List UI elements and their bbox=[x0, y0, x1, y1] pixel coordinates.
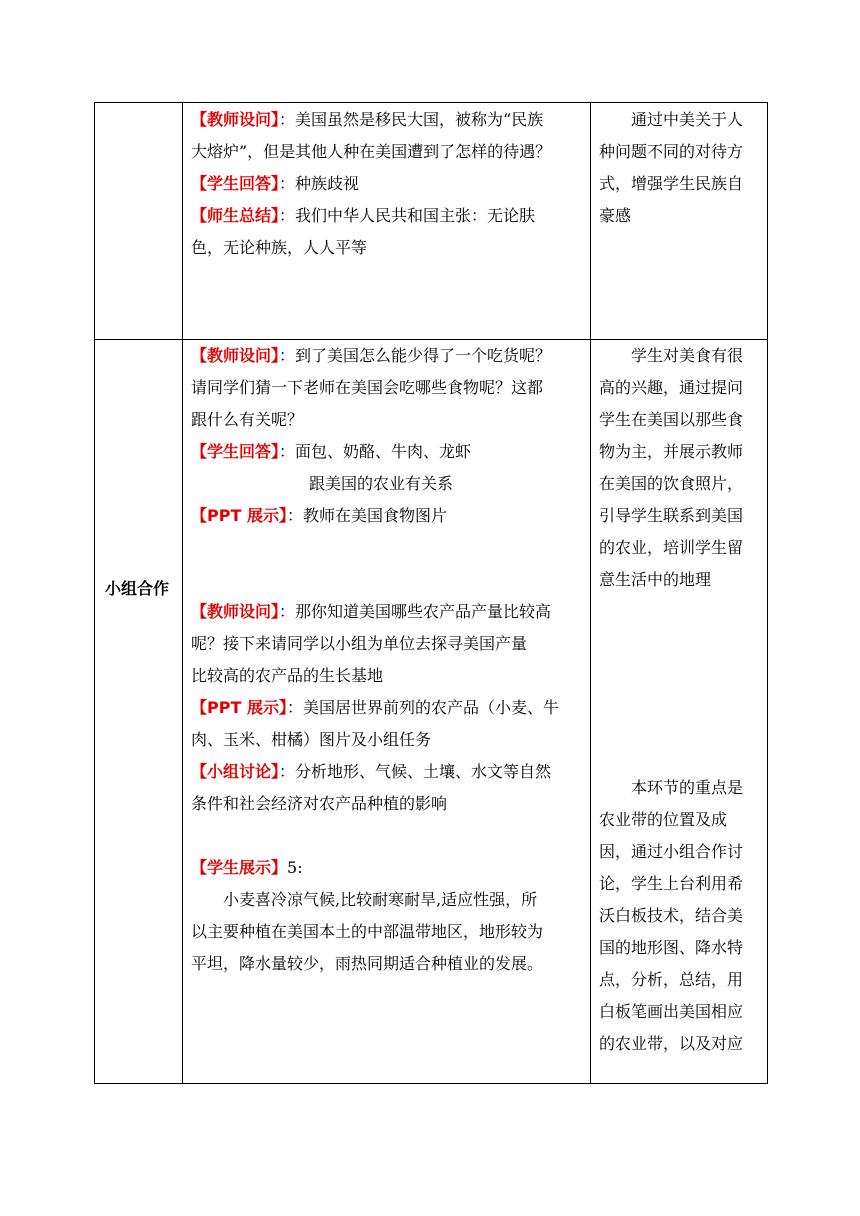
speaker-tag: 【学生回答】 bbox=[191, 174, 280, 193]
note-line: 引导学生联系到美国 bbox=[599, 506, 744, 525]
text-line bbox=[191, 948, 584, 980]
text-line bbox=[191, 916, 584, 948]
line-text bbox=[191, 570, 196, 589]
text-line bbox=[191, 468, 584, 500]
note-line: 学生在美国以那些食 bbox=[599, 410, 744, 429]
speaker-tag: 【PPT 展示】 bbox=[191, 698, 287, 717]
text-line bbox=[191, 884, 584, 916]
speaker-tag: 【教师设问】 bbox=[191, 602, 280, 621]
note-line: 意生活中的地理 bbox=[599, 570, 712, 589]
line-text: 教师在美国食物图片 bbox=[302, 506, 447, 525]
note-line: 式，增强学生民族自 bbox=[599, 174, 744, 193]
activity-cell-2 bbox=[183, 340, 590, 1084]
line-text: 呢？接下来请同学以小组为单位去探寻美国产量 bbox=[191, 634, 528, 653]
separator: ： bbox=[279, 206, 296, 225]
line-text: 跟什么有关呢？ bbox=[191, 410, 304, 429]
line-text bbox=[303, 858, 308, 877]
intent-cell-2a bbox=[591, 340, 767, 596]
dialogue-line bbox=[191, 596, 584, 628]
note-line: 论，学生上台利用希 bbox=[599, 874, 744, 893]
note-line: 物为主，并展示教师 bbox=[599, 442, 744, 461]
line-text: 条件和社会经济对农产品种植的影响 bbox=[191, 794, 448, 813]
note-line: 在美国的饮食照片， bbox=[599, 474, 744, 493]
note-line: 的农业，培训学生留 bbox=[599, 538, 744, 557]
separator: ： bbox=[286, 506, 303, 525]
text-line bbox=[191, 532, 584, 564]
speaker-tag: 【教师设问】 bbox=[191, 346, 280, 365]
text-line bbox=[191, 724, 584, 756]
separator: ： bbox=[279, 110, 296, 129]
text-line bbox=[191, 564, 584, 596]
text-line bbox=[191, 232, 584, 264]
intent-cell-2b bbox=[591, 772, 767, 1060]
intent-cell-1 bbox=[591, 103, 767, 339]
note-line: 点，分析，总结，用 bbox=[599, 970, 744, 989]
dialogue-line bbox=[191, 104, 584, 136]
note-line: 高的兴趣，通过提问 bbox=[599, 378, 744, 397]
speaker-tag: 【PPT 展示】 bbox=[191, 506, 287, 525]
line-text: 面包、奶酪、牛肉、龙虾 bbox=[295, 442, 472, 461]
note-line: 豪感 bbox=[599, 206, 632, 225]
line-text: 大熔炉”，但是其他人种在美国遭到了怎样的待遇？ bbox=[191, 142, 552, 161]
line-text bbox=[191, 538, 196, 557]
note-line: 的农业带，以及对应 bbox=[599, 1034, 744, 1053]
dialogue-line bbox=[191, 168, 584, 200]
speaker-tag: 【学生展示】 bbox=[191, 858, 288, 877]
line-text bbox=[191, 826, 196, 845]
line-text: 到了美国怎么能少得了一个吃货呢？ bbox=[295, 346, 552, 365]
note-line: 国的地形图、降水特 bbox=[599, 938, 744, 957]
text-line bbox=[191, 660, 584, 692]
line-text: 美国虽然是移民大国，被称为“民族 bbox=[295, 110, 544, 129]
dialogue-line bbox=[191, 340, 584, 372]
note-line: 农业带的位置及成 bbox=[599, 810, 728, 829]
line-text: 色，无论种族，人人平等 bbox=[191, 238, 368, 257]
separator: 5: bbox=[287, 858, 303, 877]
note-line: 种问题不同的对待方 bbox=[599, 142, 744, 161]
dialogue-line bbox=[191, 756, 584, 788]
separator: ： bbox=[279, 174, 296, 193]
line-text: 平坦，降水量较少，雨热同期适合种植业的发展。 bbox=[191, 954, 544, 973]
dialogue-line bbox=[191, 436, 584, 468]
line-text: 以主要种植在美国本土的中部温带地区，地形较为 bbox=[191, 922, 544, 941]
line-text: 小麦喜冷凉气候,比较耐寒耐旱,适应性强，所 bbox=[223, 890, 538, 909]
separator: ： bbox=[279, 346, 296, 365]
line-text: 比较高的农产品的生长基地 bbox=[191, 666, 384, 685]
dialogue-line bbox=[191, 852, 584, 884]
line-text: 那你知道美国哪些农产品产量比较高 bbox=[295, 602, 552, 621]
text-line bbox=[191, 404, 584, 436]
separator: ： bbox=[279, 442, 296, 461]
line-text: 请同学们猜一下老师在美国会吃哪些食物呢？这都 bbox=[191, 378, 544, 397]
lesson-plan-table bbox=[94, 102, 768, 1084]
text-line bbox=[191, 136, 584, 168]
dialogue-line bbox=[191, 500, 584, 532]
separator: ： bbox=[279, 762, 296, 781]
dialogue-line bbox=[191, 692, 584, 724]
speaker-tag: 【师生总结】 bbox=[191, 206, 280, 225]
line-text: 种族歧视 bbox=[295, 174, 360, 193]
activity-cell-1 bbox=[183, 103, 590, 339]
text-line bbox=[191, 820, 584, 852]
note-line: 白板笔画出美国相应 bbox=[599, 1002, 744, 1021]
line-text: 分析地形、气候、土壤、水文等自然 bbox=[295, 762, 552, 781]
note-line: 学生对美食有很 bbox=[631, 346, 744, 365]
speaker-tag: 【学生回答】 bbox=[191, 442, 280, 461]
separator: ： bbox=[279, 602, 296, 621]
note-line: 本环节的重点是 bbox=[631, 778, 744, 797]
text-line bbox=[191, 372, 584, 404]
text-line bbox=[191, 788, 584, 820]
dialogue-line bbox=[191, 200, 584, 232]
line-text: 美国居世界前列的农产品（小麦、牛 bbox=[302, 698, 559, 717]
note-line: 沃白板技术，结合美 bbox=[599, 906, 744, 925]
text-line bbox=[191, 628, 584, 660]
speaker-tag: 【小组讨论】 bbox=[191, 762, 280, 781]
note-line: 通过中美关于人 bbox=[631, 110, 744, 129]
separator: ： bbox=[286, 698, 303, 717]
line-text: 我们中华人民共和国主张：无论肤 bbox=[295, 206, 536, 225]
line-text: 肉、玉米、柑橘）图片及小组任务 bbox=[191, 730, 432, 749]
speaker-tag: 【教师设问】 bbox=[191, 110, 280, 129]
line-text: 跟美国的农业有关系 bbox=[309, 474, 454, 493]
note-line: 因，通过小组合作讨 bbox=[599, 842, 744, 861]
stage-label: 小组合作 bbox=[105, 579, 170, 598]
